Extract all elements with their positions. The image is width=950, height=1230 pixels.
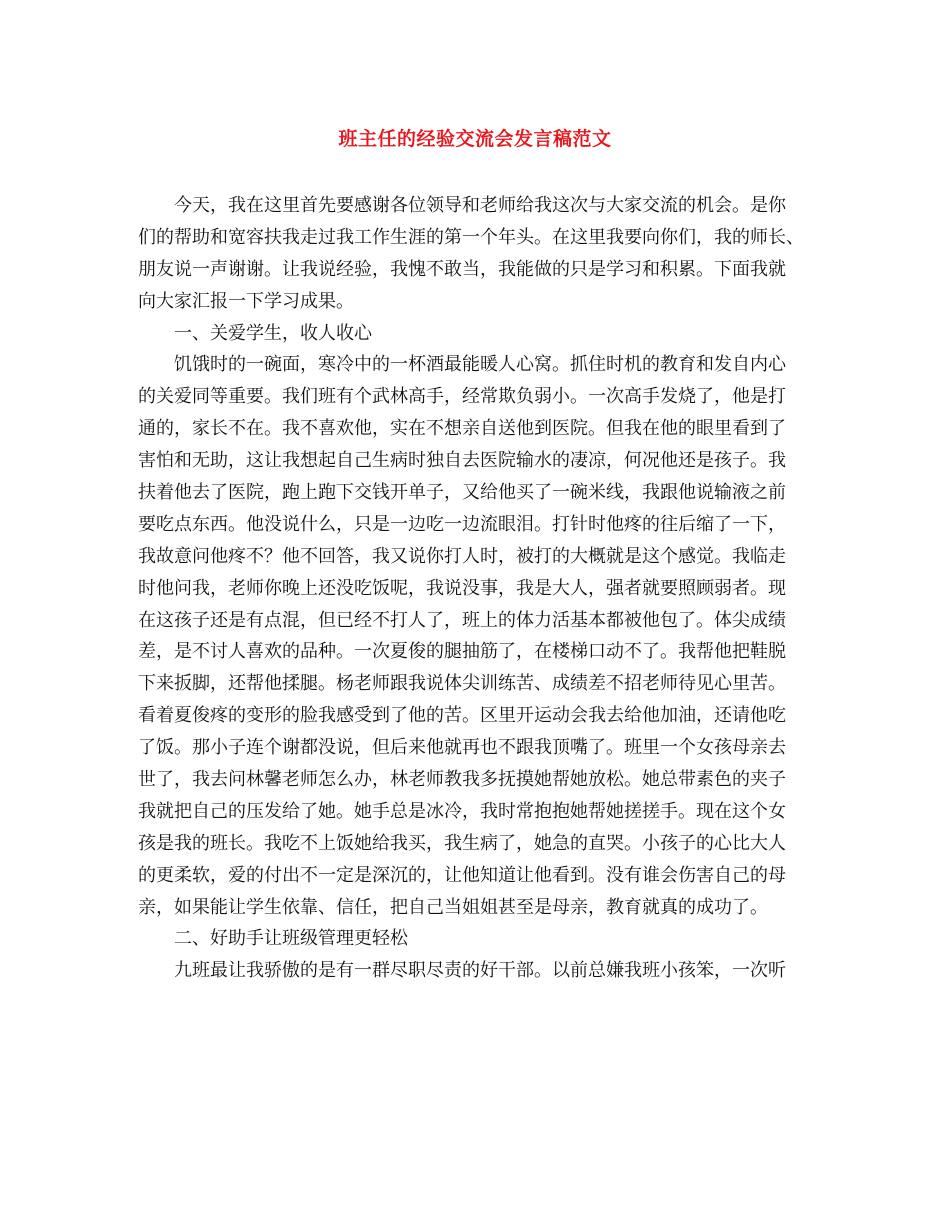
body-text-line: 时他问我，老师你晚上还没吃饭呢，我说没事，我是大人，强者就要照顾弱者。现	[138, 577, 786, 599]
body-text-line: 饥饿时的一碗面，寒冷中的一杯酒最能暖人心窝。抓住时机的教育和发自内心	[174, 354, 786, 376]
body-text-line: 在这孩子还是有点混，但已经不打人了，班上的体力活基本都被他包了。体尖成绩	[138, 609, 786, 631]
body-text-line: 世了，我去问林馨老师怎么办，林老师教我多抚摸她帮她放松。她总带素色的夹子	[138, 769, 786, 791]
body-text-line: 要吃点东西。他没说什么，只是一边吃一边流眼泪。打针时他疼的往后缩了一下，	[138, 513, 786, 535]
body-text-line: 二、好助手让班级管理更轻松	[174, 928, 408, 950]
body-text-line: 今天，我在这里首先要感谢各位领导和老师给我这次与大家交流的机会。是你	[174, 195, 786, 216]
body-text-line: 亲，如果能让学生依靠、信任，把自己当姐姐甚至是母亲，教育就真的成功了。	[138, 896, 768, 918]
body-text-line: 们的帮助和宽容扶我走过我工作生涯的第一个年头。在这里我要向你们，我的师长、	[138, 226, 804, 248]
body-text-line: 朋友说一声谢谢。让我说经验，我愧不敢当，我能做的只是学习和积累。下面我就	[138, 258, 786, 280]
body-text-line: 我故意问他疼不？他不回答，我又说你打人时，被打的大概就是这个感觉。我临走	[138, 545, 786, 567]
body-text-line: 扶着他去了医院，跑上跑下交钱开单子，又给他买了一碗米线，我跟他说输液之前	[138, 482, 786, 504]
body-text-line: 孩是我的班长。我吃不上饭她给我买，我生病了，她急的直哭。小孩子的心比大人	[138, 832, 786, 854]
body-text-line: 差，是不讨人喜欢的品种。一次夏俊的腿抽筋了，在楼梯口动不了。我帮他把鞋脱	[138, 641, 786, 663]
body-text-line: 的关爱同等重要。我们班有个武林高手，经常欺负弱小。一次高手发烧了，他是打	[138, 386, 786, 408]
body-text-line: 一、关爱学生，收人收心	[174, 322, 372, 344]
body-text-line: 下来扳脚，还帮他揉腿。杨老师跟我说体尖训练苦、成绩差不招老师待见心里苦。	[138, 673, 786, 695]
body-text-line: 我就把自己的压发给了她。她手总是冰冷，我时常抱抱她帮她搓搓手。现在这个女	[138, 800, 786, 822]
body-text-line: 了饭。那小子连个谢都没说，但后来他就再也不跟我顶嘴了。班里一个女孩母亲去	[138, 737, 786, 759]
body-text-line: 的更柔软，爱的付出不一定是深沉的，让他知道让他看到。没有谁会伤害自己的母	[138, 864, 786, 886]
body-text-line: 通的，家长不在。我不喜欢他，实在不想亲自送他到医院。但我在他的眼里看到了	[138, 418, 786, 440]
body-text-line: 向大家汇报一下学习成果。	[138, 290, 354, 312]
document-title: 班主任的经验交流会发言稿范文	[338, 128, 612, 150]
body-text-line: 看着夏俊疼的变形的脸我感受到了他的苦。区里开运动会我去给他加油，还请他吃	[138, 705, 786, 727]
body-text-line: 九班最让我骄傲的是有一群尽职尽责的好干部。以前总嫌我班小孩笨，一次听	[174, 960, 786, 982]
body-text-line: 害怕和无助，这让我想起自己生病时独自去医院输水的凄凉，何况他还是孩子。我	[138, 450, 786, 472]
document-body	[138, 190, 814, 987]
